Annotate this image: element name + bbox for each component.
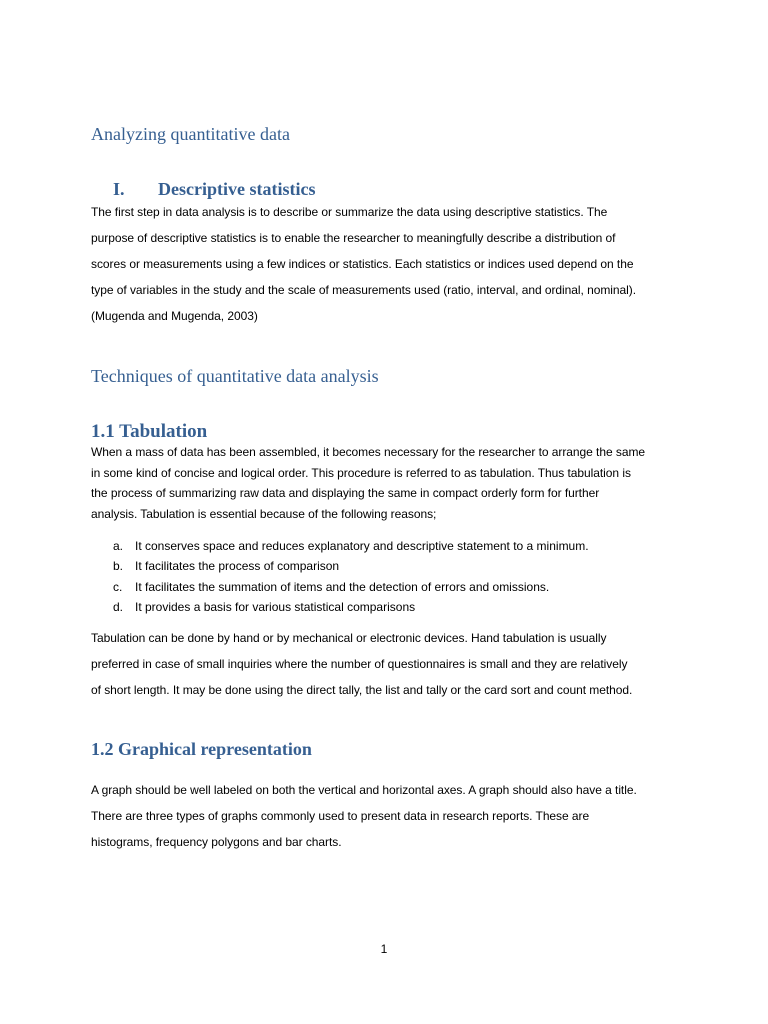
list-item [113, 556, 589, 576]
paragraph-line: type of variables in the study and the scale of measurements used (ratio, interval, and ordinal, nominal). [91, 283, 636, 297]
paragraph-line: Tabulation can be done by hand or by mechanical or electronic devices. Hand tabulation is usually [91, 631, 607, 645]
heading-analyzing-quantitative-data: Analyzing quantitative data [91, 124, 290, 144]
heading-tabulation: 1.1 Tabulation [91, 421, 208, 442]
tabulation-methods-paragraph [91, 625, 691, 703]
graphical-paragraph [91, 777, 691, 855]
heading-graphical-representation: 1.2 Graphical representation [91, 739, 312, 759]
tabulation-paragraph [91, 442, 691, 524]
heading-techniques: Techniques of quantitative data analysis [91, 366, 379, 386]
paragraph-line: When a mass of data has been assembled, it becomes necessary for the researcher to arrange the same [91, 445, 646, 459]
descriptive-statistics-paragraph [91, 199, 691, 329]
list-item-text: It conserves space and reduces explanatory and descriptive statement to a minimum. [135, 539, 589, 553]
paragraph-line: of short length. It may be done using the direct tally, the list and tally or the card sort and count method. [91, 683, 633, 697]
list-item-text: It facilitates the summation of items and the detection of errors and omissions. [135, 579, 550, 594]
paragraph-line: purpose of descriptive statistics is to enable the researcher to meaningfully describe a distribution of [91, 231, 616, 245]
list-item-text: It facilitates the process of comparison [135, 559, 340, 574]
paragraph-line: The first step in data analysis is to describe or summarize the data using descriptive statistics. The [91, 205, 608, 219]
list-item [113, 536, 589, 556]
paragraph-line: scores or measurements using a few indices or statistics. Each statistics or indices used depend on the [91, 257, 634, 271]
paragraph-line: the process of summarizing raw data and displaying the same in compact orderly form for further [91, 486, 600, 501]
section-numeral: I. [113, 179, 125, 199]
list-marker: c. [113, 579, 123, 594]
list-marker: d. [113, 599, 124, 614]
list-item [113, 597, 589, 617]
heading-descriptive-statistics: Descriptive statistics [158, 179, 316, 199]
paragraph-line: A graph should be well labeled on both the vertical and horizontal axes. A graph should also have a title. [91, 783, 637, 797]
page-number: 1 [380, 942, 388, 956]
tabulation-reasons-list [113, 536, 589, 617]
list-marker: b. [113, 559, 124, 574]
list-item-text: It provides a basis for various statistical comparisons [135, 599, 416, 614]
paragraph-line: preferred in case of small inquiries where the number of questionnaires is small and they are relatively [91, 657, 628, 671]
paragraph-line: analysis. Tabulation is essential because of the following reasons; [91, 506, 437, 521]
paragraph-line: There are three types of graphs commonly used to present data in research reports. These are [91, 809, 590, 823]
paragraph-line: in some kind of concise and logical order. This procedure is referred to as tabulation. Thus tabulation is [91, 465, 631, 480]
paragraph-line: histograms, frequency polygons and bar charts. [91, 835, 342, 849]
paragraph-line: (Mugenda and Mugenda, 2003) [91, 309, 258, 323]
list-item [113, 577, 589, 597]
list-marker: a. [113, 539, 124, 553]
